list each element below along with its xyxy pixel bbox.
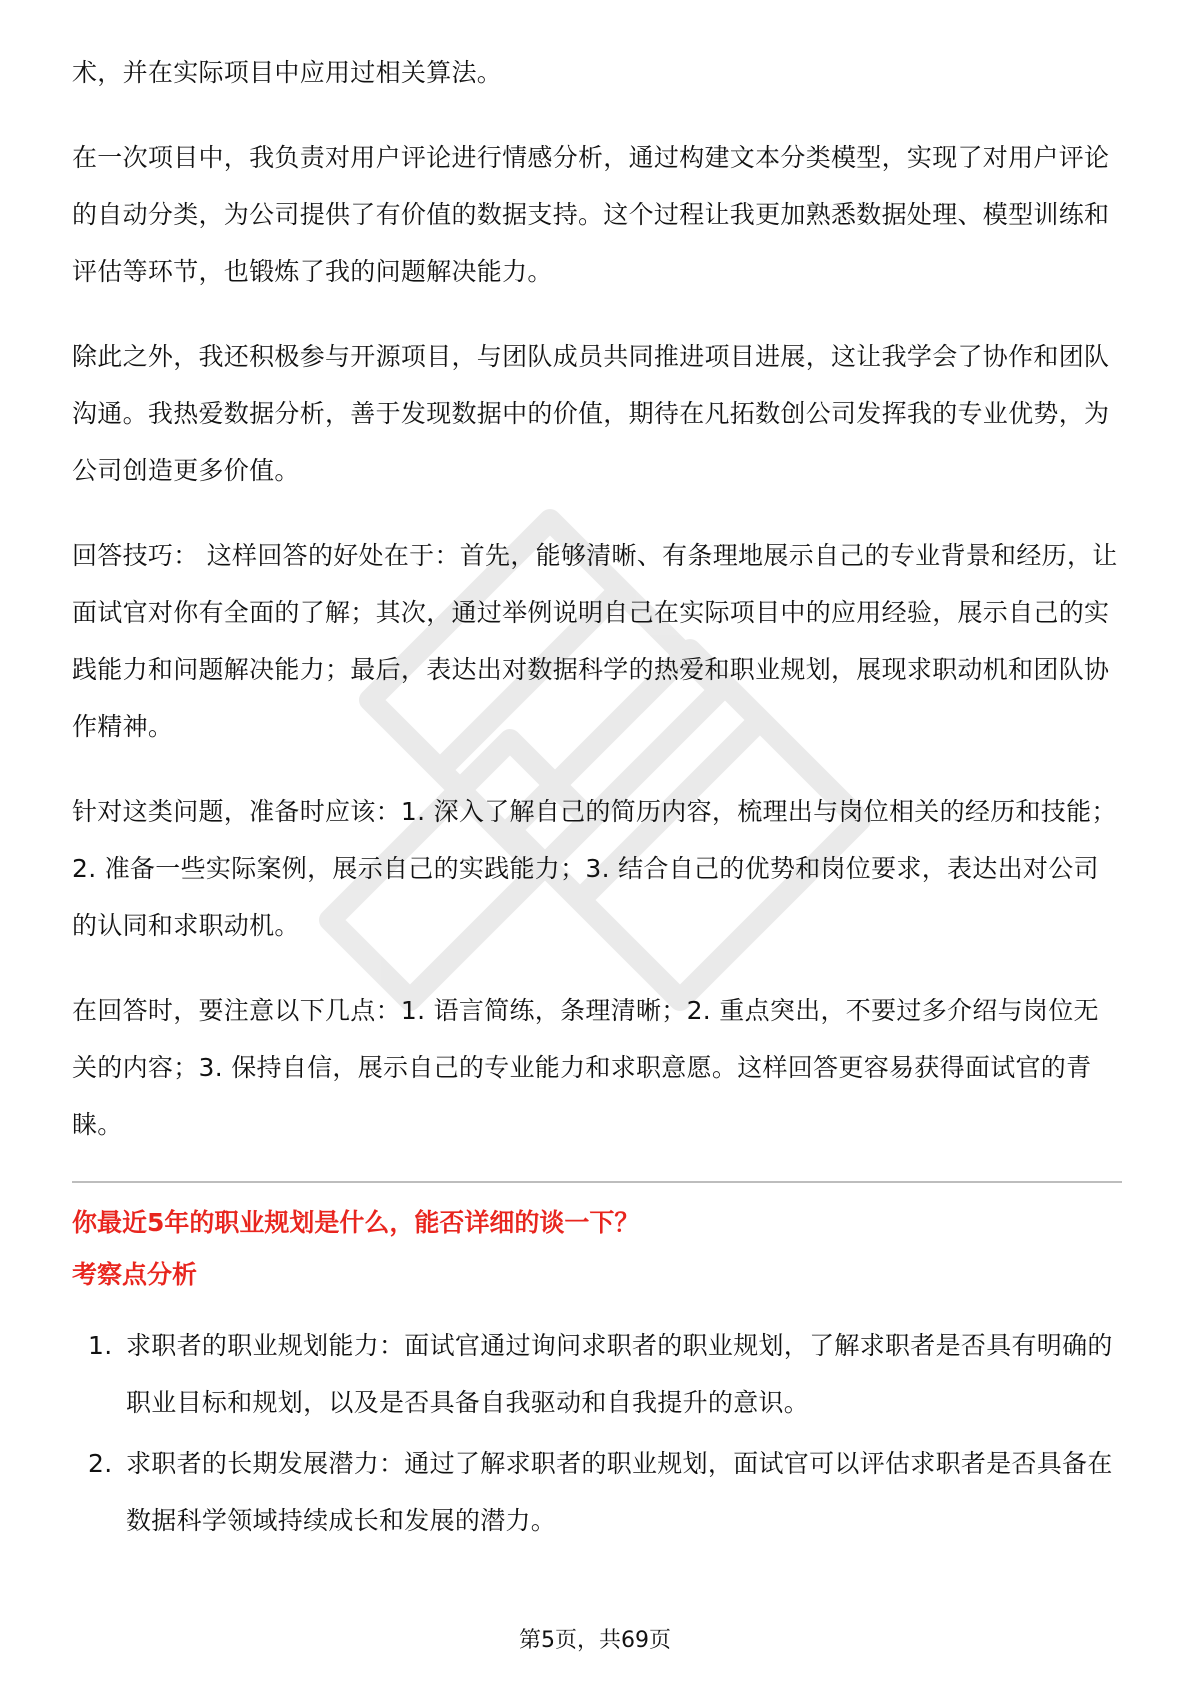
paragraph-open-source: 除此之外，我还积极参与开源项目，与团队成员共同推进项目进展，这让我学会了协作和团队沟通。我热爱数据分析，善于发现数据中的价值，期待在凡拓数创公司发挥我的专业优势，为公司创造更多价值。 xyxy=(72,342,1110,485)
paragraph-attention-points: 在回答时，要注意以下几点：1. 语言简练，条理清晰；2. 重点突出，不要过多介绍与岗位无关的内容；3. 保持自信，展示自己的专业能力和求职意愿。这样回答更容易获得面试官的青睐。 xyxy=(72,996,1099,1139)
section-divider xyxy=(72,1181,1122,1183)
paragraph-preparation: 针对这类问题，准备时应该：1. 深入了解自己的简历内容，梳理出与岗位相关的经历和技能；2. 准备一些实际案例，展示自己的实践能力；3. 结合自己的优势和岗位要求，表达出对公司的认同和求职动机。 xyxy=(72,797,1117,940)
list-item-number: 1. xyxy=(88,1331,113,1360)
paragraph-project-example: 在一次项目中，我负责对用户评论进行情感分析，通过构建文本分类模型，实现了对用户评论的自动分类，为公司提供了有价值的数据支持。这个过程让我更加熟悉数据处理、模型训练和评估等环节，也锻炼了我的问题解决能力。 xyxy=(72,143,1110,286)
main-content xyxy=(72,44,1122,1553)
list-item xyxy=(72,1317,1122,1431)
paragraph-intro-tail: 术，并在实际项目中应用过相关算法。 xyxy=(72,58,503,87)
paragraph-answer-tips: 回答技巧： 这样回答的好处在于：首先，能够清晰、有条理地展示自己的专业背景和经历，让面试官对你有全面的了解；其次，通过举例说明自己在实际项目中的应用经验，展示自己的实践能力和问题解决能力；最后，表达出对数据科学的热爱和职业规划，展现求职动机和团队协作精神。 xyxy=(72,541,1118,741)
list-item-text: 求职者的职业规划能力：面试官通过询问求职者的职业规划，了解求职者是否具有明确的职业目标和规划，以及是否具备自我驱动和自我提升的意识。 xyxy=(126,1331,1113,1417)
list-item xyxy=(72,1435,1122,1549)
analysis-heading: 考察点分析 xyxy=(72,1260,198,1289)
question-heading: 你最近5年的职业规划是什么，能否详细的谈一下？ xyxy=(72,1208,640,1237)
list-item-text: 求职者的长期发展潜力：通过了解求职者的职业规划，面试官可以评估求职者是否具备在数据科学领域持续成长和发展的潜力。 xyxy=(126,1449,1113,1535)
list-item-number: 2. xyxy=(88,1449,113,1478)
analysis-points-list xyxy=(72,1317,1122,1549)
page-footer: 第5页，共69页 xyxy=(519,1628,671,1653)
